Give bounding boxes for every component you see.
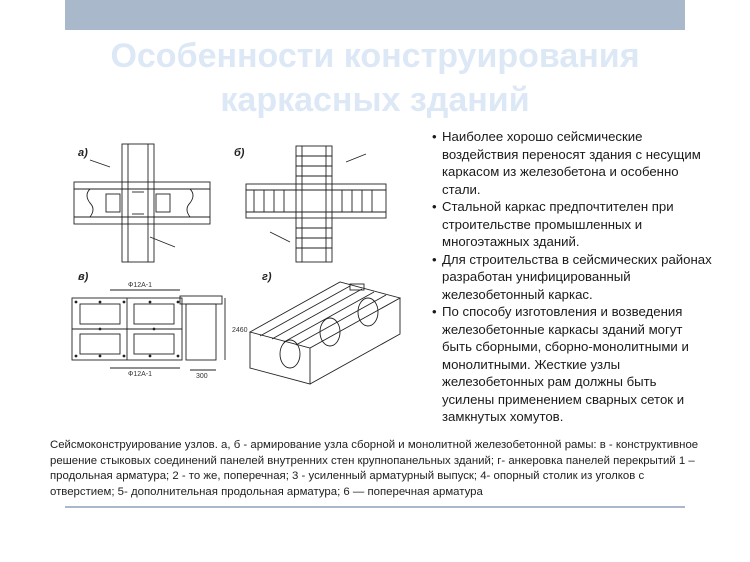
dim-300: 300 — [196, 373, 208, 380]
bullet-item: • Наиболее хорошо сейсмические воздействия переносят здания с несущим каркасом из железобетона и особенно стали. — [432, 129, 701, 197]
bullet-item: • По способу изготовления и возведения железобетонные каркасы зданий могут быть сборными, сборно-монолитными и монолитными. Жесткие узлы железобетонных рам должны быть усилены применением сварных сеток и замкнутых хомутов. — [432, 304, 689, 424]
bullet-dot-icon: • — [432, 199, 437, 214]
label-v: в) — [78, 271, 89, 283]
dim-tag-1: Ф12А-1 — [128, 282, 153, 289]
bullet-dot-icon: • — [432, 251, 437, 267]
label-g: г) — [262, 271, 272, 283]
title-line-1: Особенности конструирования — [110, 37, 640, 75]
bullet-dot-icon: • — [432, 304, 437, 319]
bullet-item: • Стальной каркас предпочтителен при строительстве промышленных и многоэтажных зданий. — [432, 199, 674, 249]
bullet-item: • Для строительства в сейсмических районах разработан унифицированный железобетонный каркас. — [432, 251, 712, 302]
title-line-2: каркасных зданий — [220, 81, 530, 119]
top-accent-bar — [65, 0, 685, 30]
bullet-list — [432, 128, 712, 426]
label-a: а) — [78, 147, 88, 159]
node-drawings — [50, 132, 406, 392]
bottom-rule — [65, 506, 685, 508]
figure-caption: Сейсмоконструирование узлов. а, б - армирование узла сборной и монолитной железобетонной рамы: в - конструктивное решение стыковых соединений панелей внутренних стен крупнопанельных зданий; г- анкеровка панелей перекрытий 1 – продольная арматура; 2 - то же, поперечная; 3 - усиленный арматурный выпуск; 4- опорный столик из уголков с отверстием; 5- дополнительная продольная арматура; 6 — поперечная арматура — [50, 439, 699, 498]
engineering-figure — [50, 132, 406, 392]
label-b: б) — [234, 147, 245, 159]
slide-title — [0, 34, 750, 122]
bullet-dot-icon: • — [432, 129, 437, 144]
dim-tag-2: Ф12А-1 — [128, 371, 153, 378]
dim-2460: 2460 — [232, 327, 248, 334]
